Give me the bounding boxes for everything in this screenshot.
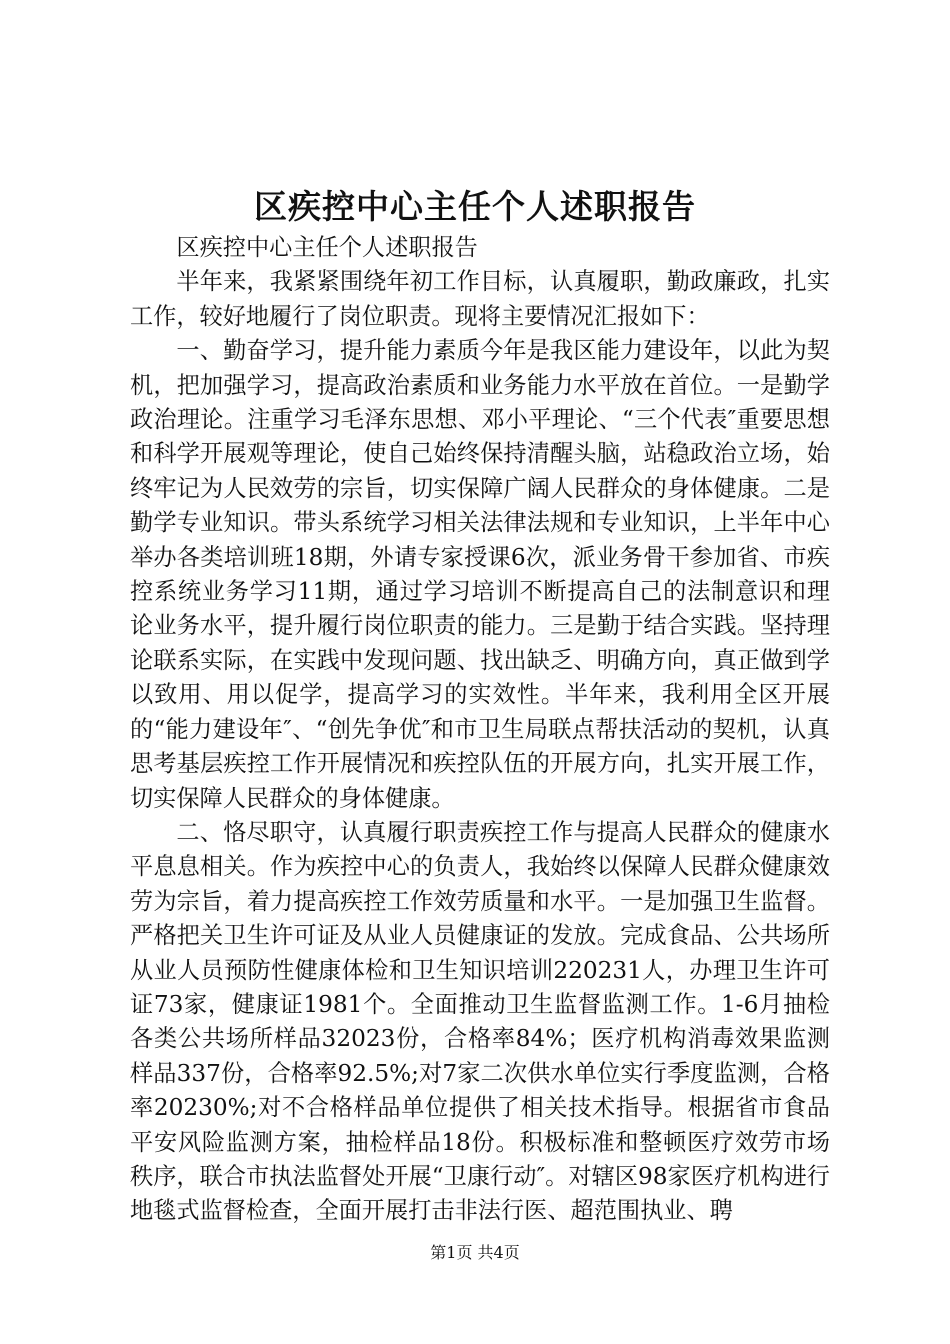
paragraph-heading: 区疾控中心主任个人述职报告 [176,234,478,261]
document-title: 区疾控中心主任个人述职报告 [254,187,696,226]
paragraph-intro: 半年来，我紧紧围绕年初工作目标，认真履职，勤政廉政，扎实工作，较好地履行了岗位职责。现将主要情况汇报如下： [130,268,830,330]
paragraph-section-one: 一、勤奋学习，提升能力素质今年是我区能力建设年，以此为契机，把加强学习，提高政治素质和业务能力水平放在首位。一是勤学政治理论。注重学习毛泽东思想、邓小平理论、“三个代表″重要思想和科学开展观等理论，使自己始终保持清醒头脑，站稳政治立场，始终牢记为人民效劳的宗旨，切实保障广阔人民群众的身体健康。二是勤学专业知识。带头系统学习相关法律法规和专业知识，上半年中心举办各类培训班18期，外请专家授课6次，派业务骨干参加省、市疾控系统业务学习11期，通过学习培训不断提高自己的法制意识和理论业务水平，提升履行岗位职责的能力。三是勤于结合实践。坚持理论联系实际，在实践中发现问题、找出缺乏、明确方向，真正做到学以致用、用以促学，提高学习的实效性。半年来，我利用全区开展的“能力建设年″、“创先争优″和市卫生局联点帮扶活动的契机，认真思考基层疾控工作开展情况和疾控队伍的开展方向，扎实开展工作，切实保障人民群众的身体健康。 [130,337,830,812]
document-body [130,231,830,1229]
paragraph-section-two: 二、恪尽职守，认真履行职责疾控工作与提高人民群众的健康水平息息相关。作为疾控中心的负责人，我始终以保障人民群众健康效劳为宗旨，着力提高疾控工作效劳质量和水平。一是加强卫生监督。严格把关卫生许可证及从业人员健康证的发放。完成食品、公共场所从业人员预防性健康体检和卫生知识培训220231人，办理卫生许可证73家，健康证1981个。全面推动卫生监督监测工作。1-6月抽检各类公共场所样品32023份，合格率84%；医疗机构消毒效果监测样品337份，合格率92.5%;对7家二次供水单位实行季度监测，合格率20230%;对不合格样品单位提供了相关技术指导。根据省市食品平安风险监测方案，抽检样品18份。积极标准和整顿医疗效劳市场秩序，联合市执法监督处开展“卫康行动″。对辖区98家医疗机构进行地毯式监督检查，全面开展打击非法行医、超范围执业、聘 [130,818,830,1225]
page-footer: 第1页 共4页 [430,1243,520,1262]
